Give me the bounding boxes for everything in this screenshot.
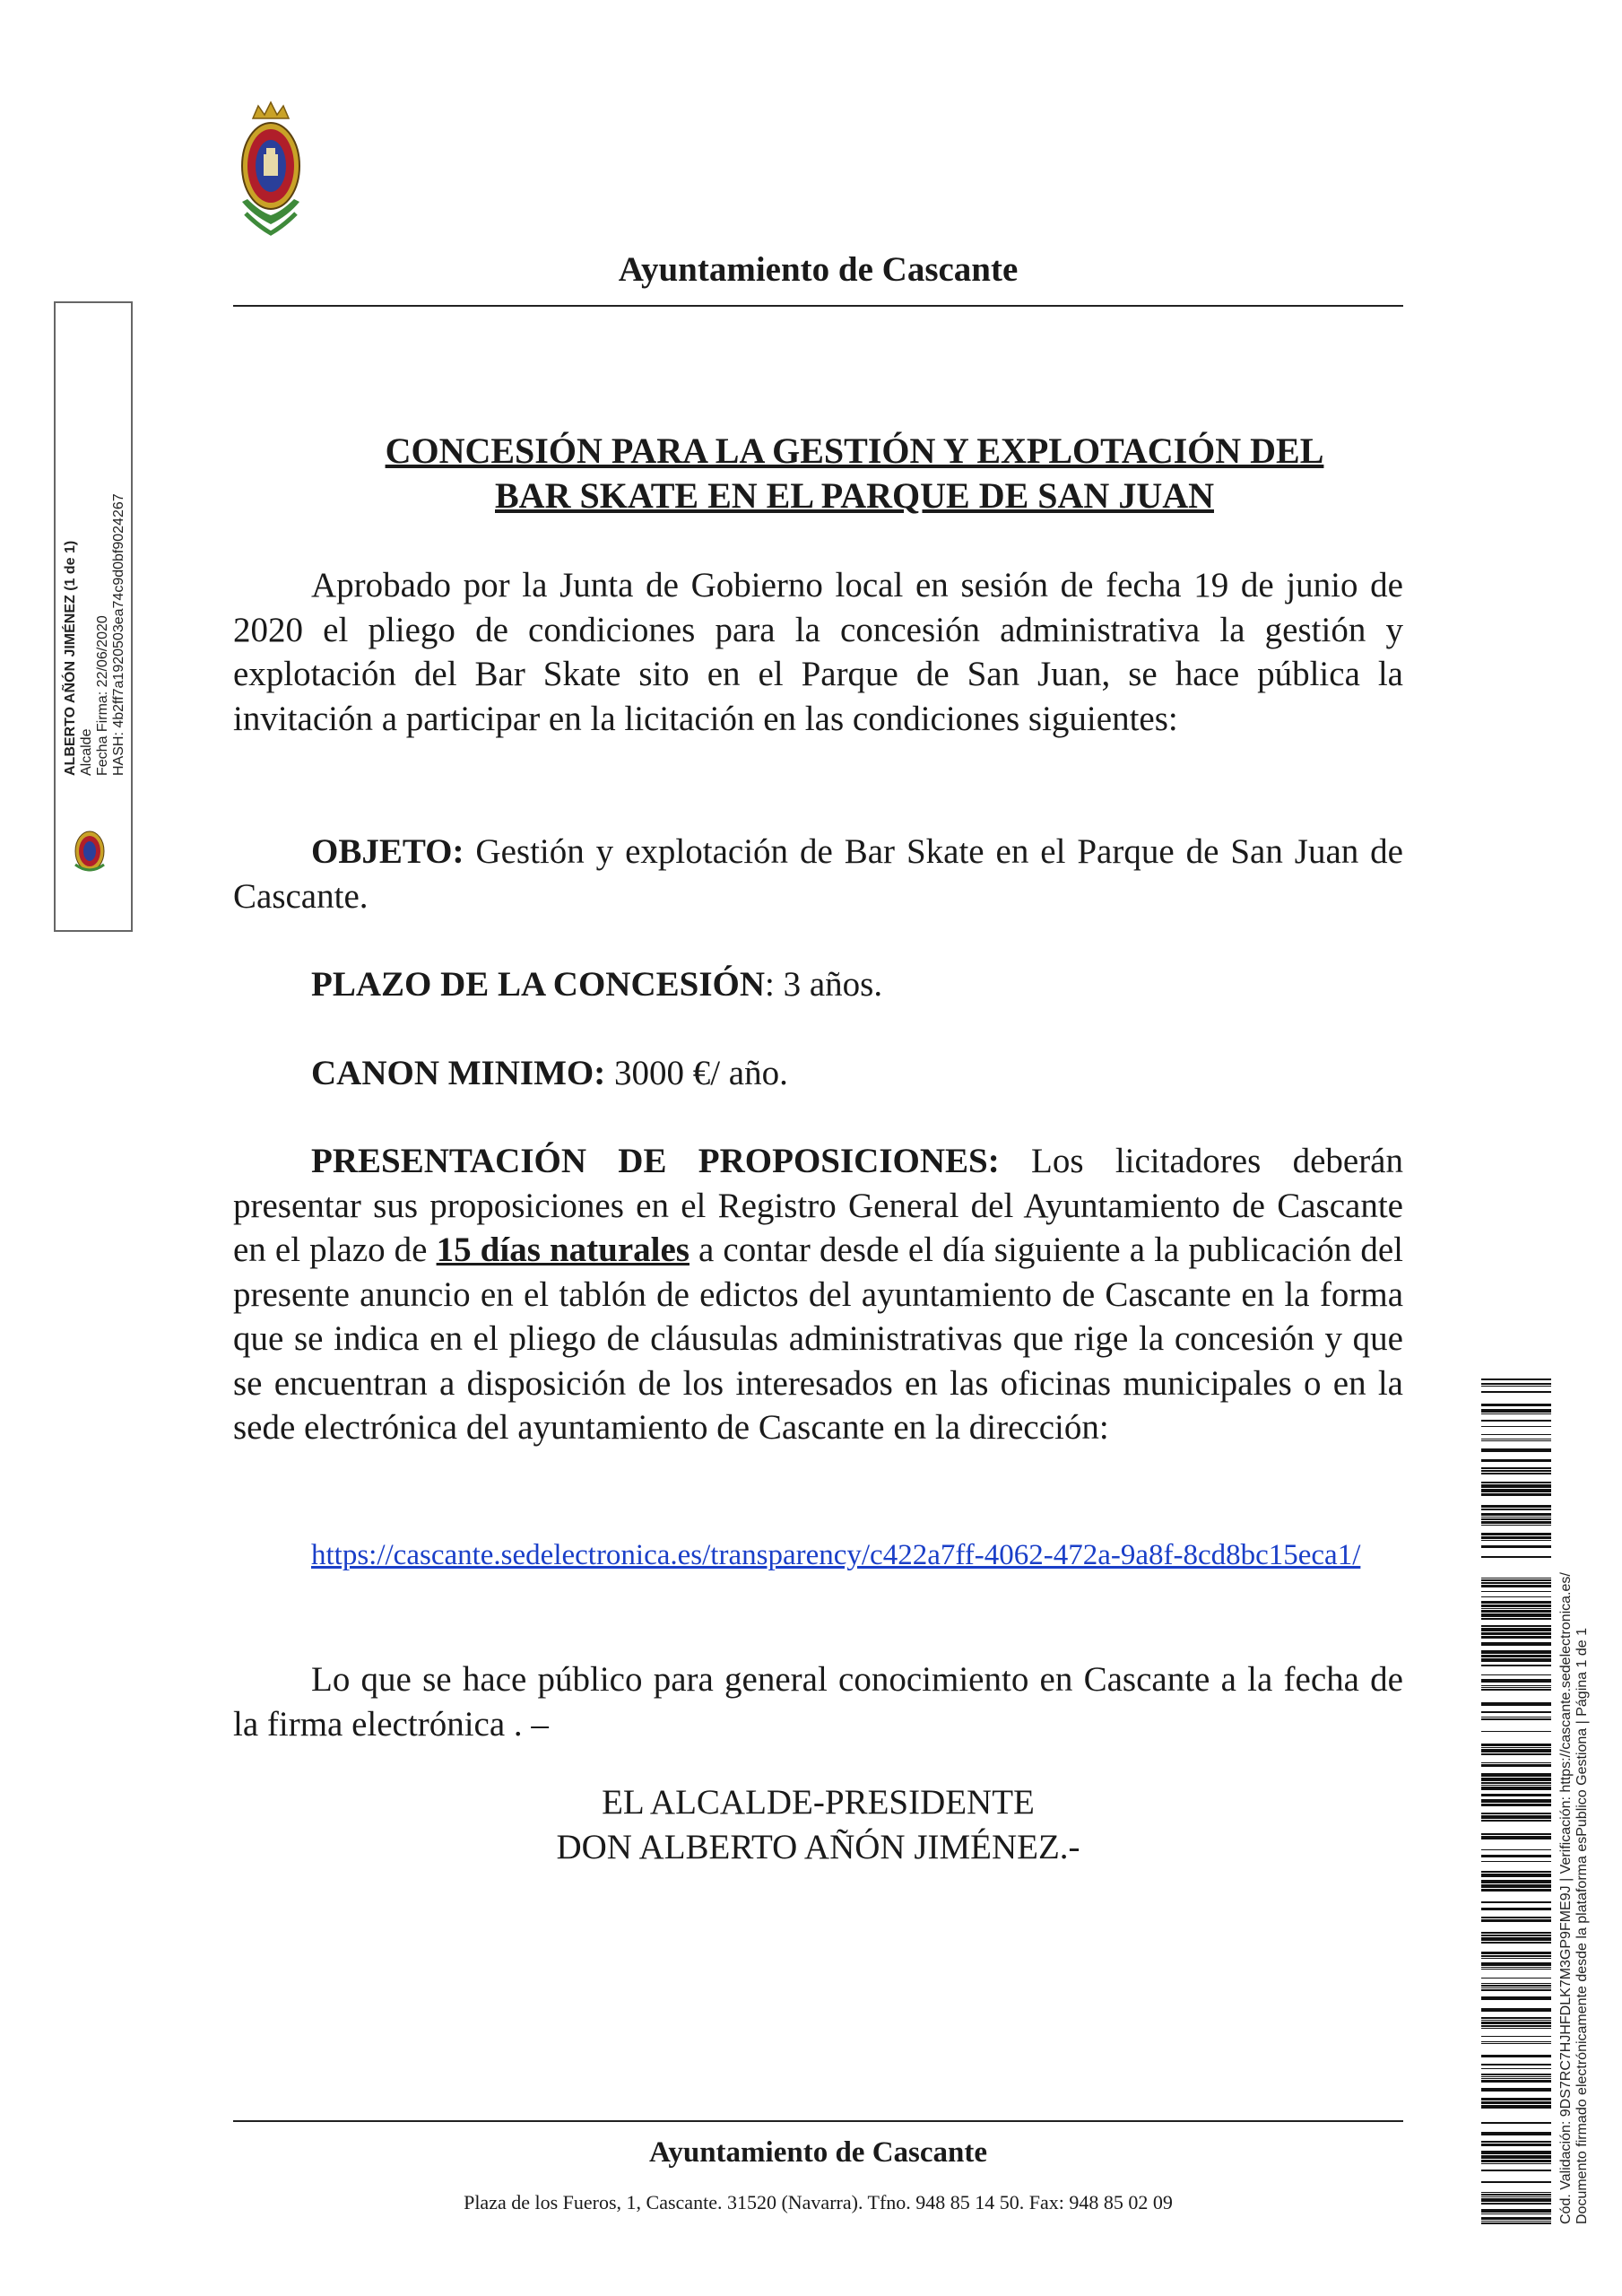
- validation-line-1: Cód. Validación: 9DS7RC7HJHFDLK7M3GP9FME9J | Verificación: https://cascante.sedelectronica.es/: [1558, 1572, 1574, 2224]
- sign-name: DON ALBERTO AÑÓN JIMÉNEZ.-: [556, 1828, 1080, 1866]
- footer-divider: [233, 2120, 1403, 2122]
- plazo-label: PLAZO DE LA CONCESIÓN: [311, 965, 766, 1004]
- barcode: [1481, 1378, 1551, 2224]
- presentacion-paragraph: [233, 1139, 1403, 1450]
- canon-paragraph: [233, 1051, 1403, 1096]
- intro-paragraph: Aprobado por la Junta de Gobierno local en sesión de fecha 19 de junio de 2020 el pliego de condiciones para la concesión administrativa la gestión y explotación del Bar Skate sito en el Parque de San Juan, se hace pública la invitación a participar en la licitación en las condiciones siguientes:: [233, 566, 1403, 738]
- transparency-link[interactable]: https://cascante.sedelectronica.es/transparency/c422a7ff-4062-472a-9a8f-8cd8bc15eca1/: [311, 1539, 1361, 1571]
- coat-of-arms-logo: [235, 99, 307, 238]
- plazo-text: : 3 años.: [765, 965, 883, 1004]
- objeto-label: OBJETO:: [311, 832, 464, 871]
- signature-text: [63, 435, 127, 776]
- canon-text: 3000 €/ año.: [605, 1054, 788, 1092]
- canon-label: CANON MINIMO:: [311, 1054, 606, 1092]
- presentacion-text-2: a contar desde el día siguiente a la publicación del presente anuncio en el tablón de edictos del ayuntamiento de Cascante en la forma que se indica en el pliego de cláusulas administrativas que rige la concesión y que se encuentran a disposición de los interesados en las oficinas municipales o en la sede electrónica del ayuntamiento de Cascante en la dirección:: [233, 1231, 1403, 1447]
- footer-title: Ayuntamiento de Cascante: [648, 2136, 988, 2169]
- header-divider: [233, 305, 1403, 307]
- validation-text: [1558, 1572, 1591, 2224]
- sign-role: EL ALCALDE-PRESIDENTE: [602, 1783, 1035, 1822]
- closing-paragraph: Lo que se hace público para general conocimiento en Cascante a la fecha de la firma electrónica . –: [233, 1660, 1403, 1744]
- signature-crest-icon: [72, 829, 108, 874]
- objeto-paragraph: [233, 830, 1403, 918]
- header-title: Ayuntamiento de Cascante: [618, 250, 1019, 289]
- presentacion-days: 15 días naturales: [436, 1231, 690, 1269]
- footer-address: Plaza de los Fueros, 1, Cascante. 31520 (Navarra). Tfno. 948 85 14 50. Fax: 948 85 02 09: [464, 2191, 1173, 2213]
- document-title: [348, 429, 1361, 518]
- title-line-1: CONCESIÓN PARA LA GESTIÓN Y EXPLOTACIÓN DEL: [385, 430, 1324, 471]
- signer-role: Alcalde: [79, 728, 94, 776]
- signature-hash: HASH: 4b2ff7a1920503ea74c9d0bf9024267: [111, 493, 126, 776]
- objeto-text: Gestión y explotación de Bar Skate en el Parque de San Juan de Cascante.: [233, 832, 1403, 916]
- presentacion-text-1: Los licitadores deberán presentar sus proposiciones en el Registro General del Ayuntamiento de Cascante en el plazo de: [233, 1142, 1403, 1269]
- validation-line-2: Documento firmado electrónicamente desde la plataforma esPublico Gestiona | Página 1 de 1: [1574, 1628, 1590, 2224]
- signature-date: Fecha Firma: 22/06/2020: [95, 615, 110, 776]
- plazo-paragraph: [233, 962, 1403, 1007]
- presentacion-label: PRESENTACIÓN DE PROPOSICIONES:: [311, 1142, 1000, 1180]
- signature-block: [233, 1780, 1403, 1870]
- title-line-2: BAR SKATE EN EL PARQUE DE SAN JUAN: [495, 475, 1214, 516]
- signer-name: ALBERTO AÑÓN JIMÉNEZ (1 de 1): [63, 540, 78, 776]
